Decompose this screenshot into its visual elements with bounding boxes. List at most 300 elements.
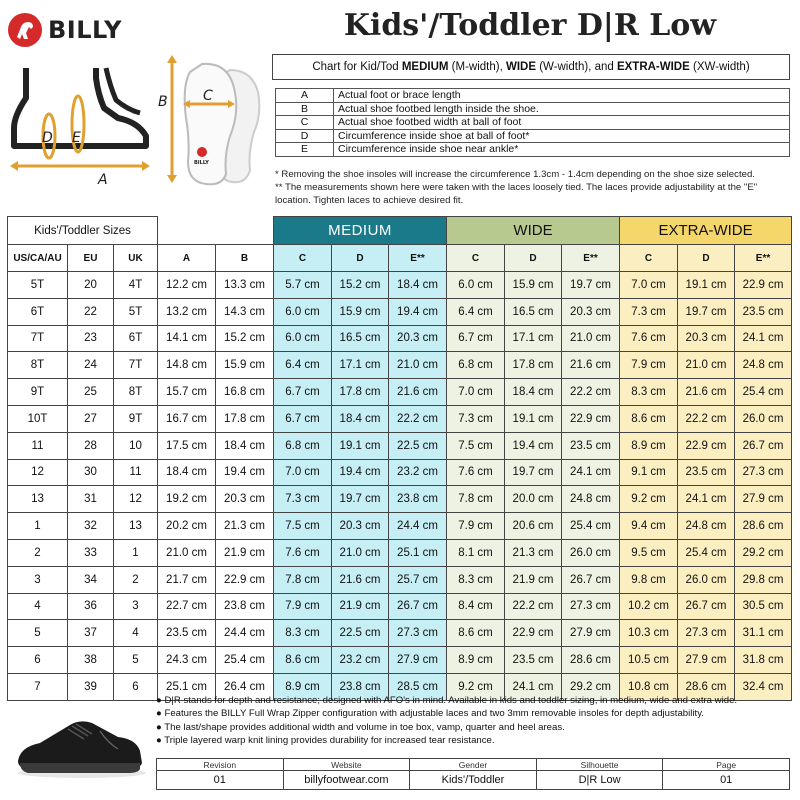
table-cell: 27.3 cm — [389, 620, 447, 647]
table-cell: 21.9 cm — [505, 566, 562, 593]
group-wide: WIDE — [447, 217, 620, 245]
shoe-product-image — [7, 693, 152, 793]
info-label: Gender — [410, 759, 537, 771]
table-cell: 18.4 cm — [216, 432, 274, 459]
table-cell: 10.8 cm — [620, 673, 678, 700]
footnote-laces: ** The measurements shown here were taken with the laces loosely tied. The laces provide adjustability at the "E" location. Tighten laces to achieve desired fit. — [275, 182, 758, 206]
table-cell: 19.1 cm — [332, 432, 389, 459]
legend-key: E — [276, 143, 334, 157]
bullet-item: ● Features the BILLY Full Wrap Zipper configuration with adjustable laces and two 3mm removable insoles for depth adjustability. — [156, 708, 704, 720]
feature-bullets — [156, 694, 790, 747]
table-cell: 27.9 cm — [678, 647, 735, 674]
table-cell: 28.6 cm — [735, 513, 792, 540]
column-header: A — [158, 245, 216, 272]
table-cell: 23.8 cm — [216, 593, 274, 620]
table-cell: 7.3 cm — [447, 405, 505, 432]
legend-description: Circumference inside shoe at ball of foot* — [334, 129, 790, 143]
insole-brand-text: BILLY — [194, 160, 209, 166]
table-cell: 27 — [68, 405, 114, 432]
table-cell: 25.1 cm — [389, 539, 447, 566]
table-row — [8, 513, 792, 540]
column-header: C — [620, 245, 678, 272]
table-cell: 37 — [68, 620, 114, 647]
table-cell: 6T — [8, 298, 68, 325]
table-cell: 21.7 cm — [158, 566, 216, 593]
page-title: Kids'/Toddler D|R Low — [343, 8, 717, 43]
table-cell: 20.6 cm — [505, 513, 562, 540]
column-header: D — [332, 245, 389, 272]
table-cell: 17.8 cm — [505, 352, 562, 379]
table-row — [8, 539, 792, 566]
table-cell: 22.9 cm — [505, 620, 562, 647]
table-cell: 7.9 cm — [620, 352, 678, 379]
legend-key: A — [276, 89, 334, 103]
table-row — [8, 459, 792, 486]
table-cell: 22.9 cm — [678, 432, 735, 459]
table-cell: 18.4 cm — [389, 272, 447, 299]
measurement-legend — [275, 88, 790, 157]
document-info-table — [156, 758, 790, 790]
table-cell: 19.7 cm — [505, 459, 562, 486]
table-cell: 2 — [8, 539, 68, 566]
table-cell: 22.5 cm — [332, 620, 389, 647]
column-header: B — [216, 245, 274, 272]
table-cell: 8.6 cm — [620, 405, 678, 432]
table-row — [8, 566, 792, 593]
table-cell: 22.9 cm — [735, 272, 792, 299]
bullet-item: ● D|R stands for depth and resistance; designed with AFO's in mind. Available in kids and toddler sizing, in medium, wide and extra wide. — [156, 695, 738, 706]
table-cell: 6.7 cm — [447, 325, 505, 352]
table-cell: 7.9 cm — [447, 513, 505, 540]
column-header: E** — [735, 245, 792, 272]
label-e: E — [72, 130, 81, 146]
column-header: UK — [114, 245, 158, 272]
legend-description: Actual shoe footbed length inside the shoe. — [334, 102, 790, 116]
blank-cell — [158, 217, 274, 245]
table-cell: 14.8 cm — [158, 352, 216, 379]
table-cell: 28.6 cm — [678, 673, 735, 700]
table-cell: 24.8 cm — [562, 486, 620, 513]
table-cell: 20.3 cm — [216, 486, 274, 513]
footnote-insole: * Removing the shoe insoles will increase the circumference 1.3cm - 1.4cm depending on the shoe size selected. — [275, 169, 755, 180]
table-cell: 5T — [8, 272, 68, 299]
table-cell: 36 — [68, 593, 114, 620]
table-cell: 14.1 cm — [158, 325, 216, 352]
table-row — [8, 647, 792, 674]
table-cell: 5 — [8, 620, 68, 647]
table-cell: 19.4 cm — [332, 459, 389, 486]
table-cell: 15.2 cm — [216, 325, 274, 352]
table-cell: 21.6 cm — [332, 566, 389, 593]
table-cell: 24.1 cm — [562, 459, 620, 486]
table-cell: 39 — [68, 673, 114, 700]
table-cell: 10.5 cm — [620, 647, 678, 674]
table-cell: 16.8 cm — [216, 379, 274, 406]
table-cell: 9T — [8, 379, 68, 406]
table-cell: 10.2 cm — [620, 593, 678, 620]
table-cell: 14.3 cm — [216, 298, 274, 325]
table-cell: 21.6 cm — [678, 379, 735, 406]
table-cell: 16.5 cm — [505, 298, 562, 325]
table-cell: 8.6 cm — [447, 620, 505, 647]
brand-name: BILLY — [48, 16, 122, 44]
legend-row — [276, 89, 790, 103]
table-cell: 15.2 cm — [332, 272, 389, 299]
table-cell: 26.0 cm — [562, 539, 620, 566]
table-cell: 8T — [8, 352, 68, 379]
table-cell: 22.2 cm — [562, 379, 620, 406]
column-header: C — [274, 245, 332, 272]
table-cell: 19.4 cm — [216, 459, 274, 486]
table-cell: 23 — [68, 325, 114, 352]
table-cell: 21.3 cm — [216, 513, 274, 540]
table-cell: 11 — [114, 459, 158, 486]
info-label: Website — [283, 759, 410, 771]
table-cell: 9T — [114, 405, 158, 432]
table-cell: 26.4 cm — [216, 673, 274, 700]
table-cell: 22.5 cm — [389, 432, 447, 459]
table-cell: 9.5 cm — [620, 539, 678, 566]
info-label: Revision — [157, 759, 284, 771]
legend-description: Actual foot or brace length — [334, 89, 790, 103]
table-cell: 9.4 cm — [620, 513, 678, 540]
table-row — [8, 352, 792, 379]
legend-key: D — [276, 129, 334, 143]
table-cell: 25 — [68, 379, 114, 406]
table-cell: 19.1 cm — [505, 405, 562, 432]
table-cell: 15.9 cm — [505, 272, 562, 299]
info-value: D|R Low — [536, 771, 663, 790]
table-cell: 18.4 cm — [332, 405, 389, 432]
table-cell: 21.0 cm — [562, 325, 620, 352]
table-cell: 7.8 cm — [274, 566, 332, 593]
table-cell: 20.3 cm — [332, 513, 389, 540]
table-cell: 12 — [8, 459, 68, 486]
table-cell: 4 — [114, 620, 158, 647]
table-row — [8, 272, 792, 299]
table-cell: 7T — [114, 352, 158, 379]
table-cell: 20.3 cm — [389, 325, 447, 352]
table-cell: 26.7 cm — [735, 432, 792, 459]
info-value: 01 — [157, 771, 284, 790]
bullet-item: ● Triple layered warp knit lining provides durability for increased tear resistance. — [156, 734, 495, 746]
table-cell: 22 — [68, 298, 114, 325]
table-cell: 22.7 cm — [158, 593, 216, 620]
table-cell: 7.5 cm — [447, 432, 505, 459]
table-cell: 21.6 cm — [389, 379, 447, 406]
table-cell: 7.6 cm — [620, 325, 678, 352]
table-cell: 28 — [68, 432, 114, 459]
table-cell: 17.5 cm — [158, 432, 216, 459]
table-cell: 26.0 cm — [678, 566, 735, 593]
table-cell: 25.4 cm — [562, 513, 620, 540]
table-cell: 16.5 cm — [332, 325, 389, 352]
table-cell: 20 — [68, 272, 114, 299]
table-cell: 5.7 cm — [274, 272, 332, 299]
column-header: D — [505, 245, 562, 272]
table-cell: 9.2 cm — [447, 673, 505, 700]
table-cell: 20.2 cm — [158, 513, 216, 540]
table-cell: 22.2 cm — [678, 405, 735, 432]
table-row — [8, 486, 792, 513]
table-cell: 23.8 cm — [332, 673, 389, 700]
table-cell: 30.5 cm — [735, 593, 792, 620]
table-cell: 27.9 cm — [562, 620, 620, 647]
table-cell: 11 — [8, 432, 68, 459]
table-cell: 23.5 cm — [678, 459, 735, 486]
table-cell: 27.3 cm — [562, 593, 620, 620]
table-cell: 7T — [8, 325, 68, 352]
foot-measurement-illustration — [6, 58, 156, 188]
table-cell: 6.7 cm — [274, 405, 332, 432]
table-cell: 29.8 cm — [735, 566, 792, 593]
table-cell: 1 — [114, 539, 158, 566]
table-cell: 8.9 cm — [620, 432, 678, 459]
table-cell: 1 — [8, 513, 68, 540]
table-cell: 12.2 cm — [158, 272, 216, 299]
table-cell: 26.7 cm — [562, 566, 620, 593]
table-cell: 26.7 cm — [678, 593, 735, 620]
table-cell: 33 — [68, 539, 114, 566]
table-cell: 23.8 cm — [389, 486, 447, 513]
table-cell: 21.0 cm — [389, 352, 447, 379]
table-cell: 13.2 cm — [158, 298, 216, 325]
table-cell: 21.9 cm — [216, 539, 274, 566]
column-header: E** — [562, 245, 620, 272]
sizes-title: Kids'/Toddler Sizes — [8, 217, 158, 245]
table-cell: 19.1 cm — [678, 272, 735, 299]
table-cell: 32 — [68, 513, 114, 540]
table-cell: 6.4 cm — [274, 352, 332, 379]
table-cell: 6T — [114, 325, 158, 352]
table-cell: 5T — [114, 298, 158, 325]
legend-row — [276, 129, 790, 143]
table-cell: 25.4 cm — [735, 379, 792, 406]
info-value: 01 — [663, 771, 790, 790]
table-cell: 24 — [68, 352, 114, 379]
table-cell: 4 — [8, 593, 68, 620]
table-cell: 16.7 cm — [158, 405, 216, 432]
table-cell: 20.3 cm — [678, 325, 735, 352]
table-cell: 20.3 cm — [562, 298, 620, 325]
table-cell: 22.2 cm — [505, 593, 562, 620]
subtitle-medium: MEDIUM — [401, 61, 449, 73]
size-chart-table — [7, 216, 792, 701]
table-cell: 8.9 cm — [447, 647, 505, 674]
table-cell: 6.4 cm — [447, 298, 505, 325]
legend-description: Circumference inside shoe near ankle* — [334, 143, 790, 157]
column-header: D — [678, 245, 735, 272]
table-cell: 7.3 cm — [620, 298, 678, 325]
table-cell: 31 — [68, 486, 114, 513]
group-extra-wide: EXTRA-WIDE — [620, 217, 792, 245]
table-cell: 9.8 cm — [620, 566, 678, 593]
table-cell: 6.7 cm — [274, 379, 332, 406]
table-cell: 19.2 cm — [158, 486, 216, 513]
table-cell: 24.4 cm — [216, 620, 274, 647]
table-cell: 6.8 cm — [274, 432, 332, 459]
table-row — [8, 432, 792, 459]
table-cell: 17.8 cm — [332, 379, 389, 406]
table-cell: 18.4 cm — [158, 459, 216, 486]
table-cell: 31.8 cm — [735, 647, 792, 674]
table-cell: 8.6 cm — [274, 647, 332, 674]
insole-measurement-illustration — [158, 52, 270, 187]
table-cell: 7.3 cm — [274, 486, 332, 513]
table-cell: 8.3 cm — [620, 379, 678, 406]
table-cell: 24.8 cm — [735, 352, 792, 379]
table-cell: 6 — [8, 647, 68, 674]
footnotes — [275, 168, 790, 207]
subtitle-medium-rest: (M-width), — [448, 61, 506, 73]
label-a: A — [98, 172, 108, 188]
subtitle-xw: EXTRA-WIDE — [616, 61, 690, 73]
legend-row — [276, 143, 790, 157]
table-cell: 21.3 cm — [505, 539, 562, 566]
table-cell: 7.6 cm — [447, 459, 505, 486]
table-cell: 19.4 cm — [389, 298, 447, 325]
table-cell: 7.9 cm — [274, 593, 332, 620]
column-header: E** — [389, 245, 447, 272]
table-cell: 8T — [114, 379, 158, 406]
brand-logo — [8, 10, 148, 50]
table-cell: 28.5 cm — [389, 673, 447, 700]
table-cell: 29.2 cm — [562, 673, 620, 700]
table-cell: 38 — [68, 647, 114, 674]
table-cell: 19.7 cm — [562, 272, 620, 299]
table-row — [8, 298, 792, 325]
table-cell: 6.0 cm — [274, 325, 332, 352]
table-cell: 32.4 cm — [735, 673, 792, 700]
goat-logo-icon — [8, 13, 42, 47]
column-header: EU — [68, 245, 114, 272]
table-cell: 8.9 cm — [274, 673, 332, 700]
table-cell: 21.0 cm — [678, 352, 735, 379]
info-label: Silhouette — [536, 759, 663, 771]
table-cell: 7.0 cm — [274, 459, 332, 486]
table-cell: 7.5 cm — [274, 513, 332, 540]
table-cell: 19.7 cm — [332, 486, 389, 513]
chart-subtitle — [272, 54, 790, 80]
table-cell: 17.1 cm — [332, 352, 389, 379]
table-cell: 31.1 cm — [735, 620, 792, 647]
table-cell: 15.7 cm — [158, 379, 216, 406]
table-cell: 13.3 cm — [216, 272, 274, 299]
table-cell: 22.9 cm — [562, 405, 620, 432]
subtitle-xw-rest: (XW-width) — [689, 61, 750, 73]
table-cell: 15.9 cm — [332, 298, 389, 325]
table-cell: 6.8 cm — [447, 352, 505, 379]
table-cell: 27.9 cm — [735, 486, 792, 513]
table-cell: 25.4 cm — [678, 539, 735, 566]
subtitle-wide: WIDE — [505, 61, 536, 73]
table-cell: 13 — [8, 486, 68, 513]
table-cell: 21.6 cm — [562, 352, 620, 379]
legend-description: Actual shoe footbed width at ball of foot — [334, 116, 790, 130]
table-cell: 26.7 cm — [389, 593, 447, 620]
legend-row — [276, 116, 790, 130]
table-cell: 12 — [114, 486, 158, 513]
table-cell: 8.1 cm — [447, 539, 505, 566]
table-cell: 7.0 cm — [447, 379, 505, 406]
table-cell: 30 — [68, 459, 114, 486]
table-cell: 6 — [114, 673, 158, 700]
table-cell: 28.6 cm — [562, 647, 620, 674]
insole-logo-icon — [197, 147, 207, 157]
table-cell: 23.5 cm — [505, 647, 562, 674]
column-header: C — [447, 245, 505, 272]
table-cell: 9.2 cm — [620, 486, 678, 513]
table-cell: 2 — [114, 566, 158, 593]
table-cell: 8.3 cm — [447, 566, 505, 593]
bullet-item: ● The last/shape provides additional width and volume in toe box, vamp, quarter and heel areas. — [156, 721, 565, 733]
table-cell: 7.6 cm — [274, 539, 332, 566]
table-cell: 29.2 cm — [735, 539, 792, 566]
table-cell: 19.4 cm — [505, 432, 562, 459]
table-cell: 4T — [114, 272, 158, 299]
table-cell: 6.0 cm — [447, 272, 505, 299]
info-value[interactable]: billyfootwear.com — [283, 771, 410, 790]
table-cell: 24.1 cm — [505, 673, 562, 700]
table-cell: 8.4 cm — [447, 593, 505, 620]
table-cell: 18.4 cm — [505, 379, 562, 406]
table-row — [8, 593, 792, 620]
table-cell: 25.1 cm — [158, 673, 216, 700]
table-cell: 24.8 cm — [678, 513, 735, 540]
table-row — [8, 325, 792, 352]
table-cell: 19.7 cm — [678, 298, 735, 325]
table-cell: 10.3 cm — [620, 620, 678, 647]
info-value: Kids'/Toddler — [410, 771, 537, 790]
table-cell: 24.4 cm — [389, 513, 447, 540]
table-cell: 24.1 cm — [678, 486, 735, 513]
table-cell: 15.9 cm — [216, 352, 274, 379]
table-cell: 21.0 cm — [332, 539, 389, 566]
table-cell: 26.0 cm — [735, 405, 792, 432]
table-cell: 24.1 cm — [735, 325, 792, 352]
table-cell: 25.7 cm — [389, 566, 447, 593]
table-cell: 17.1 cm — [505, 325, 562, 352]
table-cell: 3 — [114, 593, 158, 620]
column-header: US/CA/AU — [8, 245, 68, 272]
table-row — [8, 379, 792, 406]
table-cell: 23.5 cm — [735, 298, 792, 325]
table-cell: 23.5 cm — [158, 620, 216, 647]
table-cell: 23.2 cm — [332, 647, 389, 674]
table-row — [8, 405, 792, 432]
table-cell: 7.8 cm — [447, 486, 505, 513]
table-cell: 10T — [8, 405, 68, 432]
table-cell: 9.1 cm — [620, 459, 678, 486]
table-cell: 22.2 cm — [389, 405, 447, 432]
legend-key: C — [276, 116, 334, 130]
table-cell: 34 — [68, 566, 114, 593]
table-cell: 24.3 cm — [158, 647, 216, 674]
subtitle-wide-rest: (W-width), and — [536, 61, 617, 73]
table-cell: 10 — [114, 432, 158, 459]
table-cell: 7.0 cm — [620, 272, 678, 299]
subtitle-prefix: Chart for Kid/Tod — [312, 61, 399, 73]
table-cell: 7 — [8, 673, 68, 700]
table-cell: 8.3 cm — [274, 620, 332, 647]
table-cell: 25.4 cm — [216, 647, 274, 674]
info-label: Page — [663, 759, 790, 771]
table-cell: 27.3 cm — [735, 459, 792, 486]
label-b: B — [158, 94, 168, 110]
table-cell: 27.9 cm — [389, 647, 447, 674]
table-cell: 6.0 cm — [274, 298, 332, 325]
label-d: D — [42, 130, 53, 146]
